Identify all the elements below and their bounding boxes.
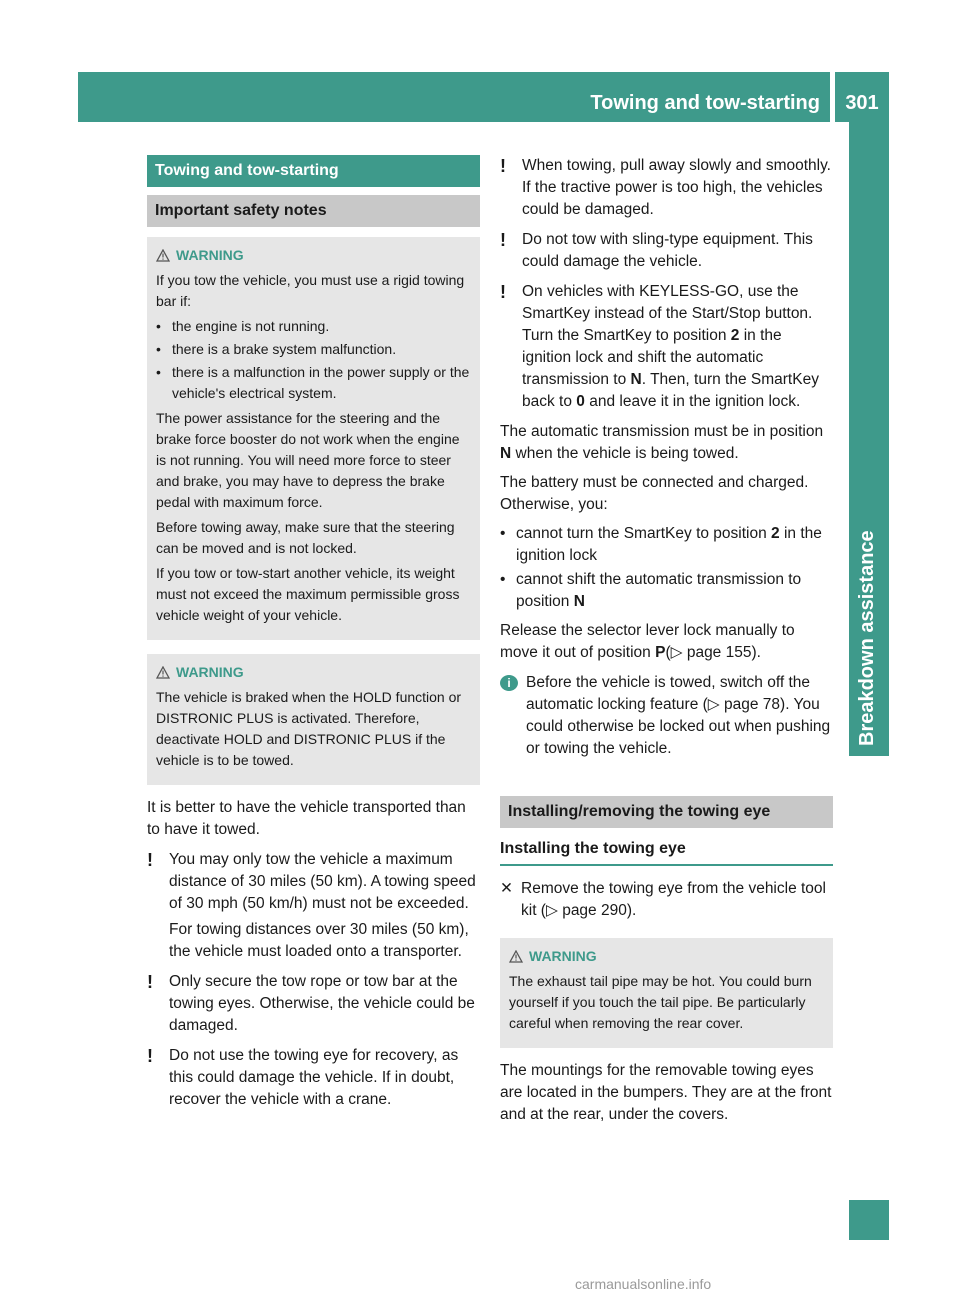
- list-item: • cannot turn the SmartKey to position 2 in the ignition lock: [500, 525, 822, 564]
- notice: [500, 281, 833, 413]
- side-block: [849, 1200, 889, 1240]
- warning-header: [509, 946, 824, 967]
- page-number: 301: [845, 92, 879, 114]
- section-title: Towing and tow-starting: [147, 155, 480, 187]
- notice: [500, 229, 833, 273]
- exclamation-icon: !: [500, 156, 506, 176]
- warning-icon: [156, 666, 170, 679]
- warning-box: [147, 237, 480, 640]
- warning-intro: If you tow the vehicle, you must use a rigid towing bar if:: [156, 272, 465, 309]
- step-text: Remove the towing eye from the vehicle tool kit (▷ page 290).: [521, 880, 826, 919]
- warning-text: The exhaust tail pipe may be hot. You could burn yourself if you touch the tail pipe. Be particularly careful when removing the rear cover.: [509, 973, 812, 1031]
- exclamation-icon: !: [147, 1046, 153, 1066]
- warning-icon: [509, 950, 523, 963]
- warning-icon: [156, 249, 170, 262]
- warning-paragraph: If you tow or tow-start another vehicle, its weight must not exceed the maximum permissible gross vehicle weight of your vehicle.: [156, 565, 460, 623]
- paragraph: It is better to have the vehicle transported than to have it towed.: [147, 799, 466, 838]
- subsection-heading: Installing the towing eye: [500, 838, 833, 866]
- notice: [147, 1045, 480, 1111]
- notice-text: When towing, pull away slowly and smoothly. If the tractive power is too high, the vehicles could be damaged.: [522, 157, 831, 218]
- warning-label: WARNING: [176, 664, 244, 680]
- paragraph: The battery must be connected and charged. Otherwise, you:: [500, 474, 809, 513]
- subsection-title: Important safety notes: [147, 195, 480, 227]
- notice-text: Only secure the tow rope or tow bar at the towing eyes. Otherwise, the vehicle could be damaged.: [169, 973, 475, 1034]
- list-item: • there is a brake system malfunction.: [156, 341, 397, 357]
- info-icon: i: [500, 675, 518, 691]
- right-column: [500, 155, 833, 1133]
- notice: [147, 849, 480, 963]
- notice-text: Do not tow with sling-type equipment. This could damage the vehicle.: [522, 231, 813, 270]
- exclamation-icon: !: [500, 282, 506, 302]
- warning-header: [156, 662, 471, 683]
- section-title: Installing/removing the towing eye: [500, 796, 833, 828]
- header-title: Towing and tow-starting: [590, 92, 820, 114]
- list-item: • there is a malfunction in the power supply or the vehicle's electrical system.: [156, 364, 470, 401]
- list-item: • the engine is not running.: [156, 318, 330, 334]
- paragraph: The automatic transmission must be in position N when the vehicle is being towed.: [500, 423, 824, 462]
- notice: [500, 155, 833, 221]
- notice: [147, 971, 480, 1037]
- notice-text: You may only tow the vehicle a maximum distance of 30 miles (50 km). A towing speed of 30 mph (50 km/h) must not be exceeded.: [169, 851, 476, 912]
- notice-text: On vehicles with KEYLESS-GO, use the SmartKey instead of the Start/Stop button. Turn the SmartKey to position 2 in the ignition lock and shift the automatic transmission to N. Then, turn the SmartKey back to 0 and leave it in the ignition lock.: [522, 283, 819, 410]
- paragraph: The mountings for the removable towing eyes are located in the bumpers. They are at the front and at the rear, under the covers.: [500, 1062, 832, 1123]
- warning-header: [156, 245, 471, 266]
- list-item: • cannot shift the automatic transmission to position N: [500, 571, 802, 610]
- exclamation-icon: !: [500, 230, 506, 250]
- exclamation-icon: !: [147, 972, 153, 992]
- exclamation-icon: !: [147, 850, 153, 870]
- side-tab-label: Breakdown assistance: [856, 530, 878, 746]
- warning-box: [500, 938, 833, 1048]
- info-note: [500, 672, 833, 760]
- warning-paragraph: Before towing away, make sure that the steering can be moved and is not locked.: [156, 519, 455, 556]
- step-item: [500, 878, 833, 922]
- notice-text: For towing distances over 30 miles (50 km), the vehicle must loaded onto a transporter.: [169, 921, 469, 960]
- footer-watermark: carmanualsonline.info: [575, 1276, 712, 1292]
- info-text: Before the vehicle is towed, switch off the automatic locking feature (▷ page 78). You could otherwise be locked out when pushing or towing the vehicle.: [526, 674, 831, 757]
- warning-label: WARNING: [176, 247, 244, 263]
- paragraph: Release the selector lever lock manually to move it out of position P(▷ page 155).: [500, 622, 795, 661]
- warning-text: The vehicle is braked when the HOLD function or DISTRONIC PLUS is activated. Therefore, deactivate HOLD and DISTRONIC PLUS if the vehicle is to be towed.: [156, 689, 462, 768]
- warning-label: WARNING: [529, 948, 597, 964]
- notice-text: Do not use the towing eye for recovery, as this could damage the vehicle. If in doubt, recover the vehicle with a crane.: [169, 1047, 459, 1108]
- arrow-icon: ✕: [500, 880, 513, 897]
- warning-box: [147, 654, 480, 785]
- warning-paragraph: The power assistance for the steering and the brake force booster do not work when the engine is not running. You will need more force to steer and brake, you may have to depress the brake pedal with maximum force.: [156, 410, 460, 510]
- left-column: [147, 155, 480, 1119]
